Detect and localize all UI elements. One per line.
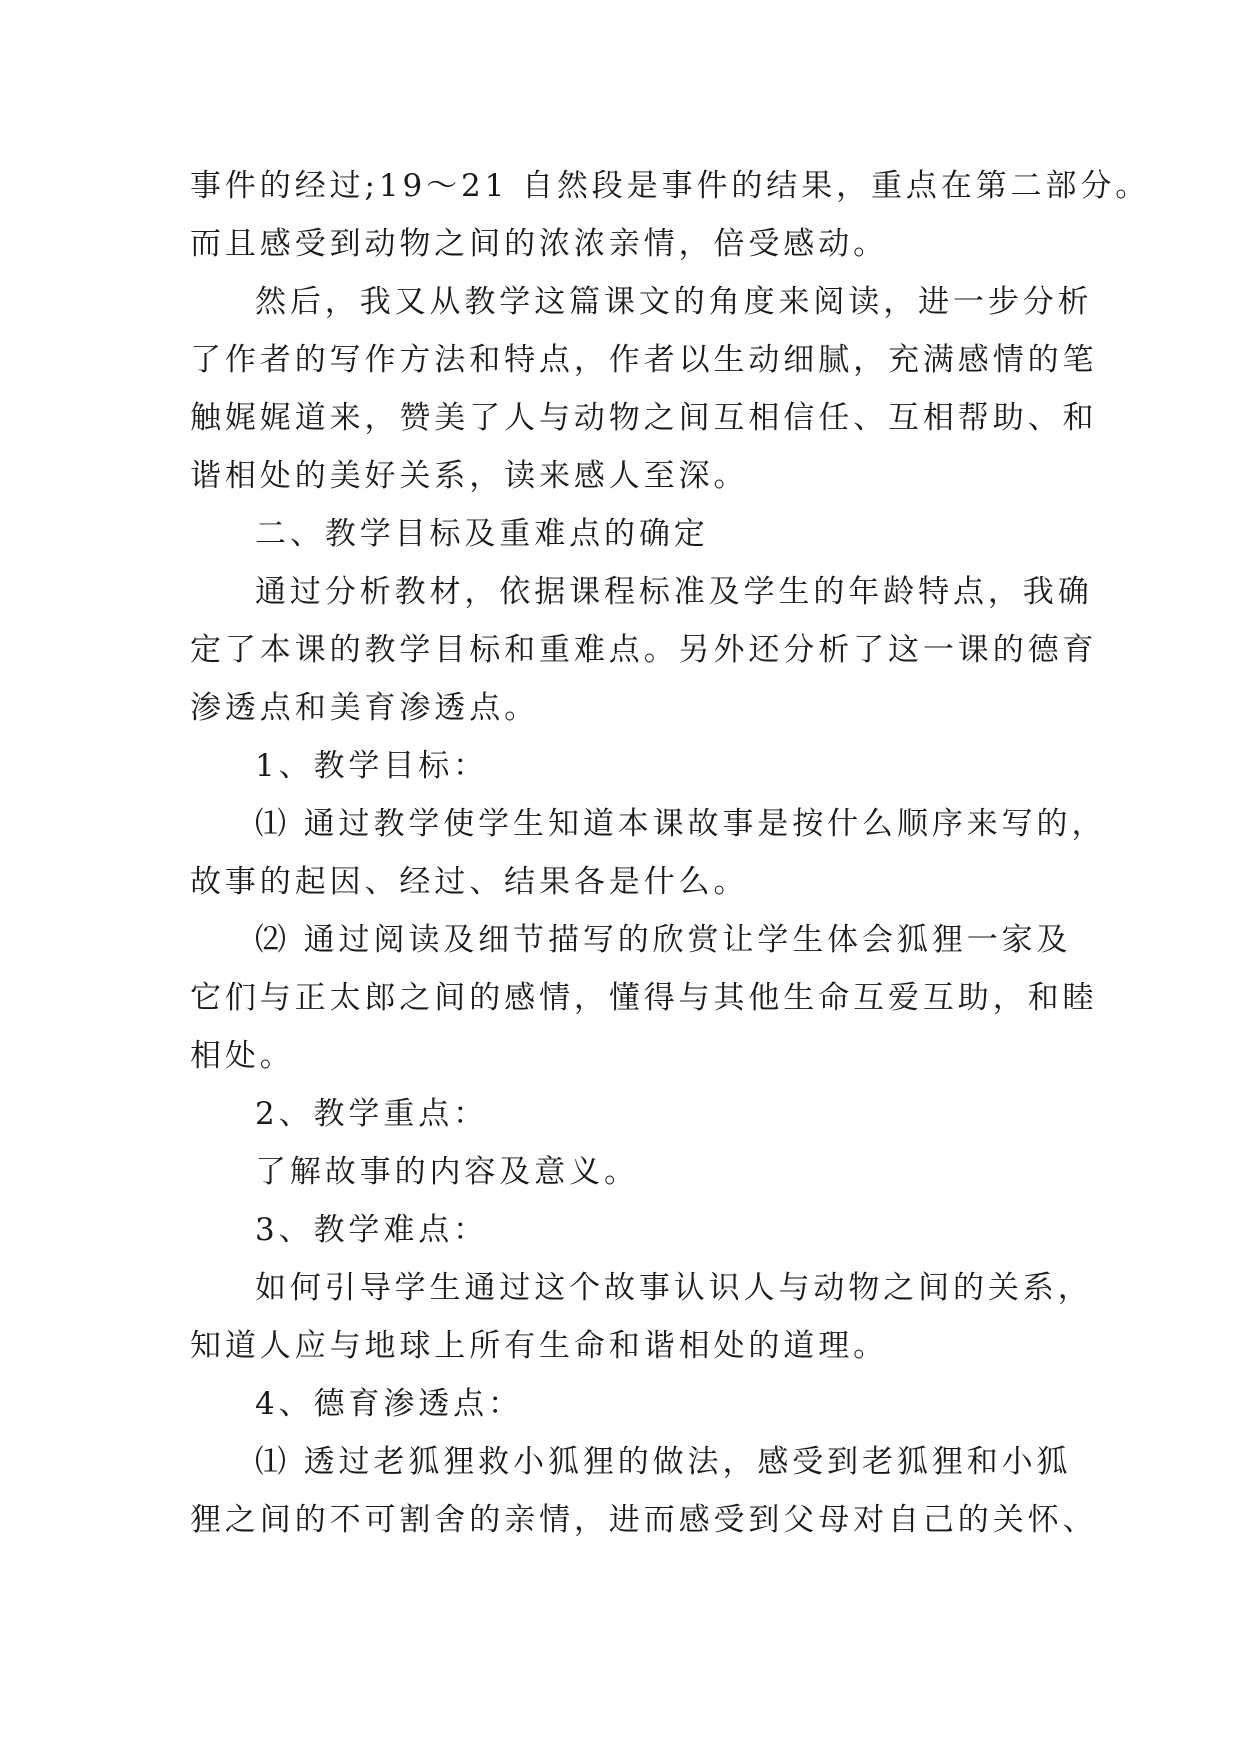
subheading: 2、教学重点：	[255, 1096, 489, 1132]
subheading: 3、教学难点：	[255, 1212, 489, 1248]
text-line: 而且感受到动物之间的浓浓亲情，倍受感动。	[190, 226, 888, 262]
list-item: ⑵ 通过阅读及细节描写的欣赏让学生体会狐狸一家及	[255, 922, 1072, 958]
text-line: 然后，我又从教学这篇课文的角度来阅读，进一步分析	[255, 284, 1093, 320]
list-item: ⑴ 通过教学使学生知道本课故事是按什么顺序来写的，	[255, 806, 1107, 842]
text-line: 如何引导学生通过这个故事认识人与动物之间的关系，	[255, 1270, 1093, 1306]
subheading: 4、德育渗透点：	[255, 1386, 523, 1422]
text-line: 触娓娓道来，赞美了人与动物之间互相信任、互相帮助、和	[190, 400, 1098, 436]
text-line: 狸之间的不可割舍的亲情，进而感受到父母对自己的关怀、	[190, 1502, 1098, 1538]
subheading: 1、教学目标：	[255, 748, 489, 784]
text-line: 定了本课的教学目标和重难点。另外还分析了这一课的德育	[190, 632, 1098, 668]
text-line: 了作者的写作方法和特点，作者以生动细腻，充满感情的笔	[190, 342, 1098, 378]
text-line: 渗透点和美育渗透点。	[190, 690, 539, 726]
section-heading: 二、教学目标及重难点的确定	[255, 516, 709, 552]
text-line: 事件的经过;19～21 自然段是事件的结果，重点在第二部分。	[190, 168, 1151, 204]
text-line: 知道人应与地球上所有生命和谐相处的道理。	[190, 1328, 888, 1364]
text-line: 它们与正太郎之间的感情，懂得与其他生命互爱互助，和睦	[190, 980, 1098, 1016]
text-line: 了解故事的内容及意义。	[255, 1154, 639, 1190]
text-line: 谐相处的美好关系，读来感人至深。	[190, 458, 749, 494]
text-line: 相处。	[190, 1038, 295, 1074]
text-line: 通过分析教材，依据课程标准及学生的年龄特点，我确	[255, 574, 1093, 610]
text-line: 故事的起因、经过、结果各是什么。	[190, 864, 749, 900]
list-item: ⑴ 透过老狐狸救小狐狸的做法，感受到老狐狸和小狐	[255, 1444, 1072, 1480]
